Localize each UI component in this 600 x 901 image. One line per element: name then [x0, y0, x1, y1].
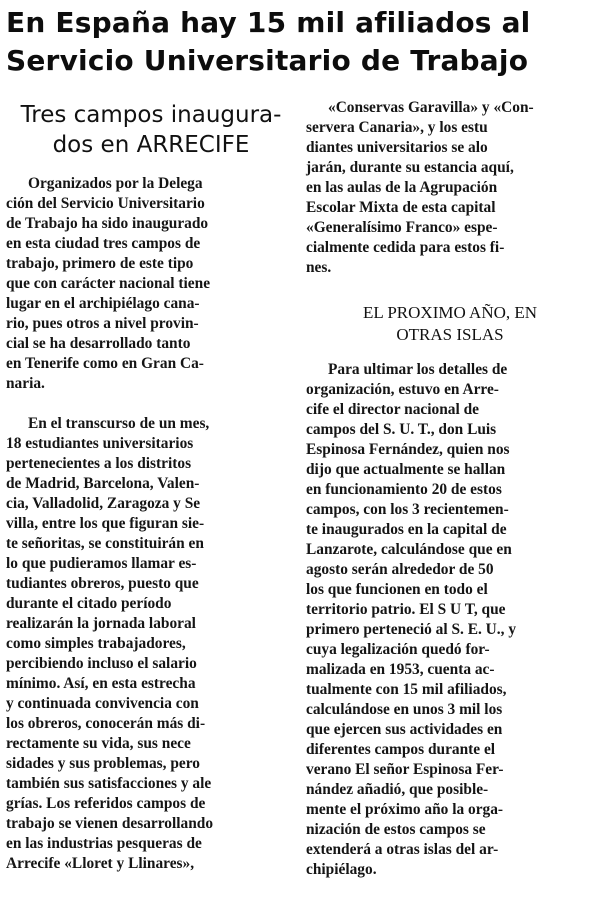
text-line: en las industrias pesqueras de	[6, 835, 202, 852]
text-line: villa, entre los que figuran sie-	[6, 515, 205, 532]
text-line: percibiendo incluso el salario	[6, 655, 197, 672]
text-line: mente el próximo año la orga-	[306, 801, 504, 818]
text-line: dijo que actualmente se hallan	[306, 461, 506, 478]
text-line: territorio patrio. El S U T, que	[306, 601, 506, 618]
section-heading-line-1: EL PROXIMO AÑO, EN	[362, 303, 538, 322]
text-line: nes.	[306, 259, 332, 276]
text-line: mínimo. Así, en esta estrecha	[6, 675, 196, 692]
paragraph	[306, 98, 594, 278]
text-line: «Conservas Garavilla» y «Con-	[328, 99, 534, 116]
text-line: en las aulas de la Agrupación	[306, 179, 498, 196]
section-heading-line-2: OTRAS ISLAS	[396, 325, 504, 344]
text-line: ción del Servicio Universitario	[6, 195, 205, 212]
text-line: nández añadió, que posible-	[306, 781, 489, 798]
text-line: te señoritas, se constituirán en	[6, 535, 204, 552]
text-line: diantes universitarios se alo	[306, 139, 488, 156]
text-line: los obreros, conocerán más di-	[6, 715, 206, 732]
text-line: cuya legalización quedó for-	[306, 641, 490, 658]
text-line: En el transcurso de un mes,	[28, 415, 210, 432]
text-line: te inaugurados en la capital de	[306, 521, 507, 538]
text-line: tualmente con 15 mil afiliados,	[306, 681, 507, 698]
text-line: lugar en el archipiélago cana-	[6, 295, 200, 312]
text-line: Escolar Mixta de esta capital	[306, 199, 496, 216]
subheading-line-2: dos en ARRECIFE	[52, 132, 250, 158]
text-line: que ejercen sus actividades en	[306, 721, 503, 738]
left-column	[6, 100, 296, 894]
text-line: en Tenerife como en Gran Ca-	[6, 355, 204, 372]
section-heading	[306, 302, 594, 346]
text-line: también sus satisfacciones y ale	[6, 775, 212, 792]
text-line: calculándose en unos 3 mil los	[306, 701, 503, 718]
text-line: servera Canaria», y los estu	[306, 119, 488, 136]
text-line: que con carácter nacional tiene	[6, 275, 211, 292]
text-line: primero perteneció al S. E. U., y	[306, 621, 517, 638]
text-line: cialmente cedida para estos fi-	[306, 239, 505, 256]
text-line: realizarán la jornada laboral	[6, 615, 196, 632]
headline	[6, 4, 596, 80]
text-line: jarán, durante su estancia aquí,	[306, 159, 514, 176]
text-line: como simples trabajadores,	[6, 635, 186, 652]
text-line: de Trabajo ha sido inaugurado	[6, 215, 209, 232]
text-line: organización, estuvo en Arre-	[306, 381, 499, 398]
text-line: lo que pudieramos llamar es-	[6, 555, 197, 572]
text-line: rectamente su vida, sus nece	[6, 735, 191, 752]
text-line: chipiélago.	[306, 861, 377, 878]
right-column	[306, 98, 594, 900]
paragraph	[6, 414, 296, 874]
text-line: «Generalísimo Franco» espe-	[306, 219, 498, 236]
text-line: sidades y sus problemas, pero	[6, 755, 200, 772]
text-line: nización de estos campos se	[306, 821, 486, 838]
text-line: rio, pues otros a nivel provin-	[6, 315, 199, 332]
text-line: campos, con los 3 recientemen-	[306, 501, 509, 518]
text-line: verano El señor Espinosa Fer-	[306, 761, 504, 778]
text-line: campos del S. U. T., don Luis	[306, 421, 497, 438]
text-line: y continuada convivencia con	[6, 695, 199, 712]
text-line: Arrecife «Lloret y Llinares»,	[6, 855, 195, 872]
text-line: de Madrid, Barcelona, Valen-	[6, 475, 200, 492]
headline-line-2: Servicio Universitario de Trabajo	[6, 44, 529, 77]
paragraph	[6, 174, 296, 394]
text-line: naria.	[6, 375, 45, 392]
subheading-line-1: Tres campos inaugura-	[20, 102, 282, 128]
text-line: Organizados por la Delega	[28, 175, 203, 192]
text-line: cial se ha desarrollado tanto	[6, 335, 191, 352]
text-line: diferentes campos durante el	[306, 741, 496, 758]
text-line: pertenecientes a los distritos	[6, 455, 192, 472]
text-line: extenderá a otras islas del ar-	[306, 841, 499, 858]
text-line: Para ultimar los detalles de	[328, 361, 508, 378]
text-line: tudiantes obreros, puesto que	[6, 575, 199, 592]
headline-line-1: En España hay 15 mil afiliados al	[6, 6, 531, 39]
text-line: malizada en 1953, cuenta ac-	[306, 661, 495, 678]
text-line: 18 estudiantes universitarios	[6, 435, 194, 452]
text-line: cia, Valladolid, Zaragoza y Se	[6, 495, 201, 512]
text-line: trabajo se vienen desarrollando	[6, 815, 214, 832]
text-line: los que funcionen en todo el	[306, 581, 488, 598]
text-line: Lanzarote, calculándose que en	[306, 541, 512, 558]
text-line: en funcionamiento 20 de estos	[306, 481, 502, 498]
subheading	[6, 100, 296, 160]
text-line: en esta ciudad tres campos de	[6, 235, 201, 252]
text-line: agosto serán alrededor de 50	[306, 561, 494, 578]
text-line: durante el citado período	[6, 595, 172, 612]
text-line: Espinosa Fernández, quien nos	[306, 441, 510, 458]
text-line: trabajo, primero de este tipo	[6, 255, 194, 272]
paragraph	[306, 360, 594, 880]
text-line: cife el director nacional de	[306, 401, 479, 418]
text-line: grías. Los referidos campos de	[6, 795, 206, 812]
